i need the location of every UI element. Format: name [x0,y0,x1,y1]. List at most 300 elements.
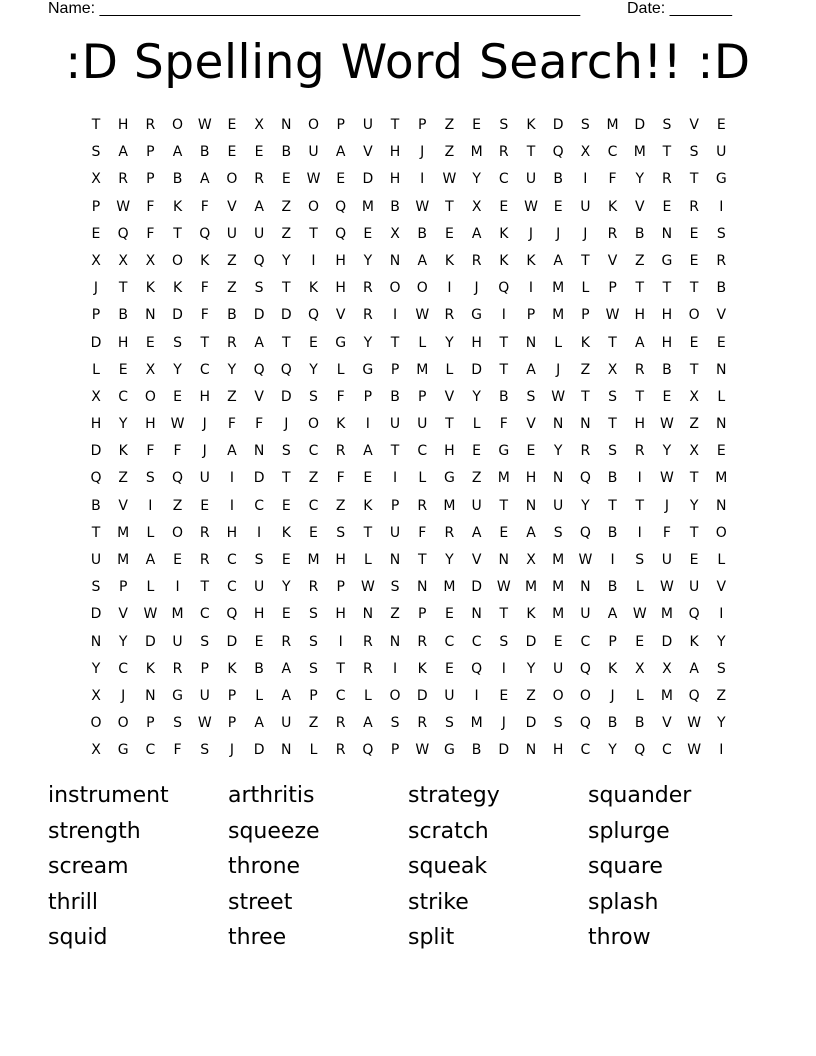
grid-cell: V [689,117,699,133]
grid-cell: L [717,388,726,405]
grid-cell: U [553,497,564,514]
grid-cell: D [498,742,510,759]
grid-cell: D [471,579,483,596]
grid-cell: Z [172,497,183,514]
grid-cell: N [145,307,156,324]
grid-cell: Y [118,416,128,433]
grid-cell: Z [308,470,319,487]
grid-cell: P [227,687,237,704]
grid-cell: A [145,552,156,568]
grid-cell: Y [662,443,672,460]
grid-row [91,737,724,764]
grid-cell: K [689,633,699,650]
grid-cell: E [118,361,128,378]
grid-cell: A [471,225,482,242]
grid-cell: V [662,715,672,732]
grid-cell: F [608,171,617,188]
grid-cell: Z [689,416,699,433]
grid-cell: H [117,117,129,133]
grid-cell: X [390,225,400,242]
grid-cell: U [389,524,401,541]
grid-cell: M [552,280,565,297]
grid-cell: E [363,470,373,487]
grid-cell: Q [498,280,510,297]
grid-cell: Y [472,171,481,188]
grid-cell: Q [579,715,591,732]
grid-cell: F [146,198,155,215]
grid-cell: S [336,524,346,541]
grid-cell: S [662,117,672,133]
grid-cell: D [90,443,102,460]
grid-cell: B [607,579,618,596]
grid-cell: A [689,660,699,677]
grid-cell: U [553,660,564,677]
grid-cell: T [363,524,373,541]
grid-cell: G [661,252,673,269]
grid-cell: B [390,388,400,405]
grid-cell: B [634,715,645,732]
grid-row [91,139,727,166]
grid-cell: U [525,171,537,188]
grid-cell: Z [471,470,482,487]
grid-cell: P [390,361,400,378]
grid-cell: F [662,524,671,541]
grid-cell: F [336,470,345,487]
grid-cell: O [172,117,184,133]
grid-row [91,248,727,275]
grid-cell: L [336,361,345,378]
grid-cell: V [335,307,346,324]
grid-cell: H [471,334,482,351]
grid-cell: S [390,579,400,596]
grid-cell: Z [281,225,292,242]
grid-cell: N [389,552,401,568]
grid-cell: A [335,144,346,161]
grid-cell: G [498,443,510,460]
grid-cell: N [281,742,292,759]
grid-cell: P [363,388,373,405]
grid-cell: W [116,198,131,215]
grid-cell: N [281,117,292,133]
grid-cell: N [661,225,673,242]
grid-row [90,547,726,574]
grid-cell: C [227,552,237,568]
grid-cell: L [717,552,726,568]
grid-cell: M [307,552,320,568]
grid-cell: Y [173,361,182,378]
grid-cell: M [660,687,673,704]
grid-cell: E [227,117,237,133]
grid-cell: W [197,715,212,732]
grid-cell: S [526,388,536,405]
grid-cell: R [417,633,428,650]
grid-cell: P [418,388,427,405]
grid-cell: K [145,280,155,297]
grid-cell: O [389,687,401,704]
grid-cell: N [90,633,102,650]
grid-cell: A [634,334,645,351]
grid-cell: M [171,606,184,623]
grid-cell: R [227,334,237,351]
grid-cell: T [689,280,699,297]
grid-cell: R [172,660,183,677]
grid-cell: I [447,280,452,297]
grid-cell: P [146,144,155,161]
grid-cell: X [662,660,672,677]
grid-row [91,493,727,520]
grid-cell: S [309,388,318,405]
grid-cell: Y [282,579,291,596]
grid-cell: M [443,579,456,596]
grid-cell: A [254,715,264,732]
grid-cell: N [552,470,564,487]
grid-cell: Y [608,742,617,759]
grid-cell: B [471,742,482,759]
grid-cell: J [664,497,669,514]
grid-cell: S [608,388,617,405]
grid-cell: Y [717,633,726,650]
grid-cell: G [443,470,455,487]
grid-cell: L [255,687,264,704]
grid-cell: T [282,334,291,351]
grid-cell: O [144,388,156,405]
grid-cell: Y [635,171,645,188]
grid-cell: K [172,280,183,297]
grid-cell: C [254,497,265,514]
grid-cell: O [307,198,320,215]
grid-cell: E [444,225,454,242]
grid-cell: D [280,388,292,405]
grid-cell: Q [253,361,265,378]
grid-cell: E [689,252,699,269]
grid-cell: U [253,579,265,596]
grid-cell: Z [580,361,591,378]
grid-cell: L [445,361,454,378]
grid-cell: E [689,225,699,242]
grid-cell: A [281,687,292,704]
grid-cell: A [172,144,183,161]
grid-cell: O [416,280,428,297]
grid-cell: R [308,579,319,596]
grid-cell: U [688,579,700,596]
grid-cell: R [417,715,428,732]
grid-cell: Q [552,144,564,161]
grid-cell: J [229,742,234,759]
grid-cell: P [418,606,427,623]
grid-cell: P [608,633,617,650]
grid-row [91,112,726,139]
grid-cell: D [172,307,183,324]
grid-cell: X [689,388,699,405]
grid-cell: J [528,225,534,242]
grid-cell: E [499,524,509,541]
grid-cell: I [583,171,588,188]
grid-cell: N [525,742,537,759]
grid-cell: E [173,552,182,568]
grid-cell: X [91,171,101,188]
grid-cell: R [498,144,509,161]
grid-cell: X [145,361,156,378]
grid-cell: X [526,552,536,568]
grid-cell: A [281,660,292,677]
grid-cell: P [227,715,237,732]
grid-cell: N [716,416,727,433]
grid-cell: E [281,606,291,623]
grid-cell: Q [362,742,374,759]
grid-cell: N [416,579,428,596]
grid-cell: R [471,252,482,269]
grid-cell: P [91,307,101,324]
grid-cell: K [336,416,346,433]
grid-cell: P [200,660,209,677]
grid-cell: D [144,633,156,650]
grid-cell: W [660,416,674,433]
grid-row [91,194,724,221]
grid-cell: S [580,117,590,133]
grid-cell: V [254,388,264,405]
grid-cell: W [415,742,430,759]
grid-cell: I [311,252,316,269]
grid-cell: O [90,715,102,732]
grid-cell: Y [227,361,237,378]
grid-cell: F [200,307,209,324]
grid-cell: L [635,687,644,704]
grid-cell: C [308,497,319,514]
grid-cell: Q [471,660,483,677]
grid-cell: M [552,579,565,596]
grid-cell: L [581,280,590,297]
grid-cell: T [662,280,672,297]
grid-cell: I [719,606,724,623]
grid-cell: G [443,742,455,759]
grid-cell: M [470,144,483,161]
grid-cell: M [633,144,646,161]
word-list-item: splash [588,889,659,915]
grid-cell: Z [281,198,292,215]
grid-cell: T [608,416,617,433]
grid-cell: Z [118,470,128,487]
word-list-item: split [408,925,455,950]
grid-cell: L [363,687,372,704]
word-list-item: strength [48,818,141,844]
grid-cell: G [117,742,129,759]
grid-cell: T [689,470,699,487]
grid-cell: H [634,416,646,433]
grid-cell: X [91,388,101,405]
grid-cell: R [362,660,373,677]
grid-cell: E [499,198,509,215]
grid-cell: Z [716,687,727,704]
grid-cell: R [716,252,727,269]
grid-cell: J [121,687,126,704]
grid-cell: N [471,606,482,623]
grid-cell: W [605,307,620,324]
grid-cell: K [499,225,509,242]
grid-cell: V [118,606,128,623]
word-list-item: arthritis [228,783,315,808]
grid-cell: R [607,225,618,242]
grid-cell: I [474,687,479,704]
grid-cell: Y [309,361,318,378]
grid-cell: U [199,470,210,487]
grid-cell: Q [579,524,591,541]
grid-cell: M [416,361,429,378]
grid-cell: I [637,524,642,541]
grid-cell: A [363,443,373,460]
grid-cell: P [608,280,617,297]
grid-cell: X [471,198,482,215]
grid-cell: R [362,280,373,297]
word-search-grid [90,112,728,765]
grid-cell: L [472,416,481,433]
grid-cell: I [229,497,234,514]
grid-row [91,221,726,248]
grid-cell: N [525,497,537,514]
grid-cell: Y [717,715,726,732]
grid-cell: T [282,470,291,487]
grid-cell: Y [472,388,481,405]
grid-cell: E [91,225,101,242]
grid-cell: Z [634,252,645,269]
grid-row [91,166,727,193]
grid-cell: M [606,117,619,133]
grid-cell: I [229,470,234,487]
grid-cell: D [525,633,537,650]
grid-cell: P [390,497,400,514]
grid-cell: G [362,361,374,378]
grid-cell: S [200,633,210,650]
grid-cell: Q [226,606,238,623]
word-list-item: squeak [408,854,488,879]
grid-cell: N [580,416,591,433]
grid-cell: H [634,307,646,324]
grid-cell: O [307,416,320,433]
grid-cell: V [716,579,727,596]
grid-cell: K [172,198,183,215]
grid-cell: I [148,497,153,514]
word-list-item: throne [228,854,301,879]
grid-cell: B [634,225,645,242]
grid-cell: T [282,280,291,297]
grid-cell: G [335,334,347,351]
grid-cell: W [632,606,647,623]
grid-cell: H [389,144,401,161]
grid-cell: X [254,117,264,133]
header-line [48,0,740,20]
grid-cell: D [362,171,374,188]
grid-cell: D [552,117,564,133]
grid-cell: S [499,633,509,650]
grid-cell: D [525,715,537,732]
grid-cell: E [716,117,726,133]
grid-cell: L [418,470,427,487]
grid-cell: U [661,552,673,568]
grid-cell: R [662,171,672,188]
grid-cell: Y [91,660,101,677]
grid-cell: U [253,225,265,242]
grid-cell: I [392,470,398,487]
grid-cell: R [254,171,264,188]
grid-cell: D [226,633,238,650]
grid-cell: U [471,497,482,514]
grid-cell: I [637,470,642,487]
grid-cell: B [498,388,509,405]
grid-cell: F [146,225,155,242]
grid-cell: A [553,252,563,269]
grid-cell: R [145,117,156,133]
grid-cell: Q [307,307,320,324]
grid-cell: Z [526,687,536,704]
grid-cell: D [253,470,265,487]
grid-cell: C [498,171,509,188]
grid-cell: Q [579,660,591,677]
grid-cell: Y [363,252,373,269]
grid-cell: N [389,252,401,269]
grid-cell: L [146,524,155,541]
grid-cell: I [501,660,506,677]
grid-cell: P [336,579,345,596]
grid-cell: B [281,144,292,161]
grid-cell: B [254,660,264,677]
grid-cell: E [145,334,155,351]
grid-cell: N [552,416,564,433]
grid-cell: F [255,416,264,433]
grid-cell: P [581,307,590,324]
grid-cell: K [607,660,618,677]
grid-cell: J [93,280,99,297]
grid-cell: D [661,633,673,650]
grid-row [91,656,726,683]
grid-cell: D [280,307,292,324]
grid-cell: Z [227,388,237,405]
grid-cell: L [92,361,100,378]
grid-cell: P [146,171,155,188]
grid-cell: X [91,252,101,269]
grid-cell: B [716,280,727,297]
grid-cell: M [117,524,130,541]
grid-cell: V [444,388,455,405]
grid-cell: P [526,307,536,324]
word-list-item: splurge [588,818,670,844]
grid-row [91,574,727,601]
grid-cell: J [556,361,561,378]
grid-cell: Z [308,715,319,732]
grid-cell: T [91,117,101,133]
grid-cell: V [471,552,482,568]
grid-row [91,302,727,329]
grid-cell: V [118,497,128,514]
grid-cell: D [634,117,646,133]
grid-cell: J [583,225,588,242]
grid-cell: Y [445,334,454,351]
grid-cell: W [415,198,430,215]
grid-cell: X [118,252,128,269]
grid-cell: E [281,497,291,514]
grid-cell: H [117,334,129,351]
grid-cell: Q [335,198,347,215]
word-list [48,780,768,958]
grid-cell: A [417,252,428,269]
grid-cell: W [143,606,158,623]
grid-cell: E [363,225,373,242]
grid-cell: F [173,443,182,460]
grid-cell: E [200,497,210,514]
grid-cell: N [525,334,537,351]
grid-cell: F [146,443,155,460]
grid-cell: S [499,117,509,133]
grid-row [91,683,727,710]
grid-cell: M [361,198,374,215]
